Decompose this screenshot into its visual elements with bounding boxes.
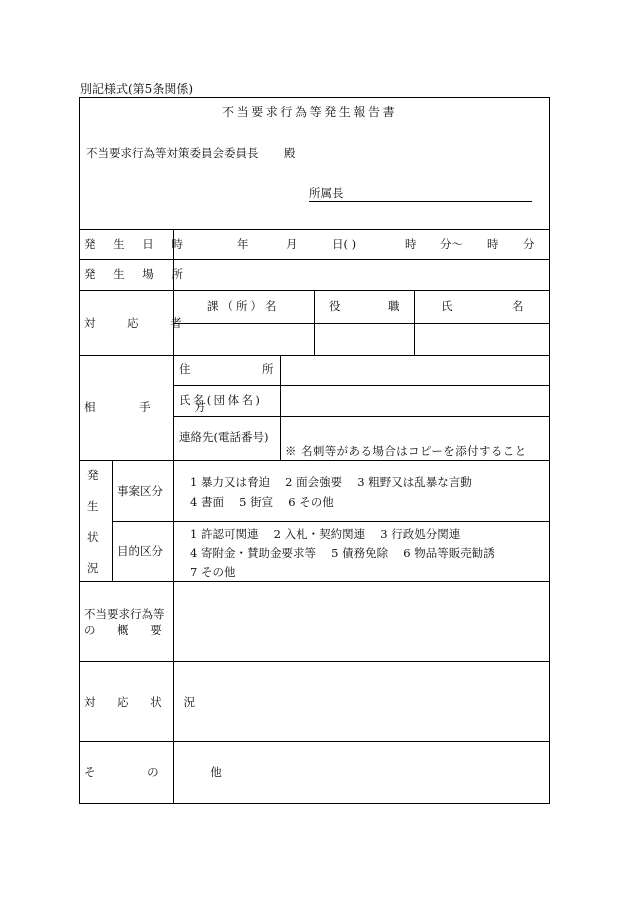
- addressee: 不当要求行為等対策委員会委員長: [86, 146, 259, 160]
- datetime-hour-end: 時: [487, 237, 499, 251]
- counterpart-address-label-1: 住: [179, 362, 191, 376]
- status-label-char-2: 生: [87, 499, 99, 513]
- form-title: 不当要求行為等発生報告書: [222, 105, 398, 119]
- responder-name-header-1: 氏: [441, 299, 453, 313]
- status-label-char-4: 況: [87, 561, 99, 575]
- responder-position-header-1: 役: [329, 299, 341, 313]
- datetime-hour-start: 時: [405, 237, 417, 251]
- honorific: 殿: [284, 146, 296, 160]
- rule-case-purpose: [112, 521, 550, 522]
- rule-summary-bottom: [79, 661, 550, 662]
- other-label: そ の 他: [84, 765, 246, 779]
- rule-responder-col1: [314, 290, 315, 355]
- rule-datetime-bottom: [79, 259, 550, 260]
- case-type-options-line2: 4 書面 5 街宣 6 その他: [190, 495, 334, 509]
- rule-status-bottom: [79, 581, 550, 582]
- responder-dept-header: 課（所）名: [207, 299, 280, 313]
- purpose-type-label: 目的区分: [117, 544, 163, 558]
- status-label-char-3: 状: [87, 530, 99, 544]
- purpose-type-options-line3: 7 その他: [190, 565, 236, 579]
- affiliation-head-label: 所属長: [309, 186, 344, 200]
- counterpart-address-label-2: 所: [262, 362, 274, 376]
- rule-responder-header: [173, 323, 550, 324]
- datetime-year: 年: [237, 237, 249, 251]
- occurrence-place-label: 発 生 場 所: [84, 267, 190, 281]
- datetime-minute-end: 分: [523, 237, 535, 251]
- rule-counterpart-2: [173, 416, 550, 417]
- datetime-minute-start: 分～: [440, 237, 463, 251]
- affiliation-head-underline: [309, 201, 532, 202]
- status-label-char-1: 発: [87, 468, 99, 482]
- case-type-options-line1: 1 暴力又は脅迫 2 面会強要 3 粗野又は乱暴な言動: [190, 475, 472, 489]
- summary-label-line1: 不当要求行為等: [84, 607, 165, 621]
- purpose-type-options-line1: 1 許認可関連 2 入札・契約関連 3 行政処分関連: [190, 527, 461, 541]
- datetime-day: 日( ): [332, 237, 357, 251]
- counterpart-contact-label: 連絡先(電話番号): [179, 430, 269, 444]
- rule-responder-bottom: [79, 355, 550, 356]
- rule-status-subcolumn: [112, 460, 113, 581]
- rule-counterpart-1: [173, 385, 550, 386]
- counterpart-label: 相 手 方: [84, 400, 226, 414]
- response-status-label: 対 応 状 況: [84, 695, 204, 709]
- rule-counterpart-col: [280, 355, 281, 460]
- summary-label-line2: の 概 要: [84, 623, 171, 637]
- form-caption: 別記様式(第5条関係): [80, 82, 193, 96]
- occurrence-datetime-label: 発 生 日 時: [84, 237, 190, 251]
- rule-counterpart-bottom: [79, 460, 550, 461]
- datetime-month: 月: [286, 237, 298, 251]
- responder-label: 対 応 者: [84, 316, 196, 330]
- counterpart-note: ※ 名刺等がある場合はコピーを添付すること: [285, 444, 527, 458]
- case-type-label: 事案区分: [117, 484, 163, 498]
- purpose-type-options-line2: 4 寄附金・賛助金要求等 5 債務免除 6 物品等販売勧誘: [190, 546, 495, 560]
- counterpart-name-label: 氏名(団体名): [179, 393, 263, 407]
- responder-name-header-2: 名: [512, 299, 524, 313]
- responder-position-header-2: 職: [388, 299, 400, 313]
- rule-header-bottom: [79, 229, 550, 230]
- rule-response-bottom: [79, 741, 550, 742]
- rule-responder-col2: [414, 290, 415, 355]
